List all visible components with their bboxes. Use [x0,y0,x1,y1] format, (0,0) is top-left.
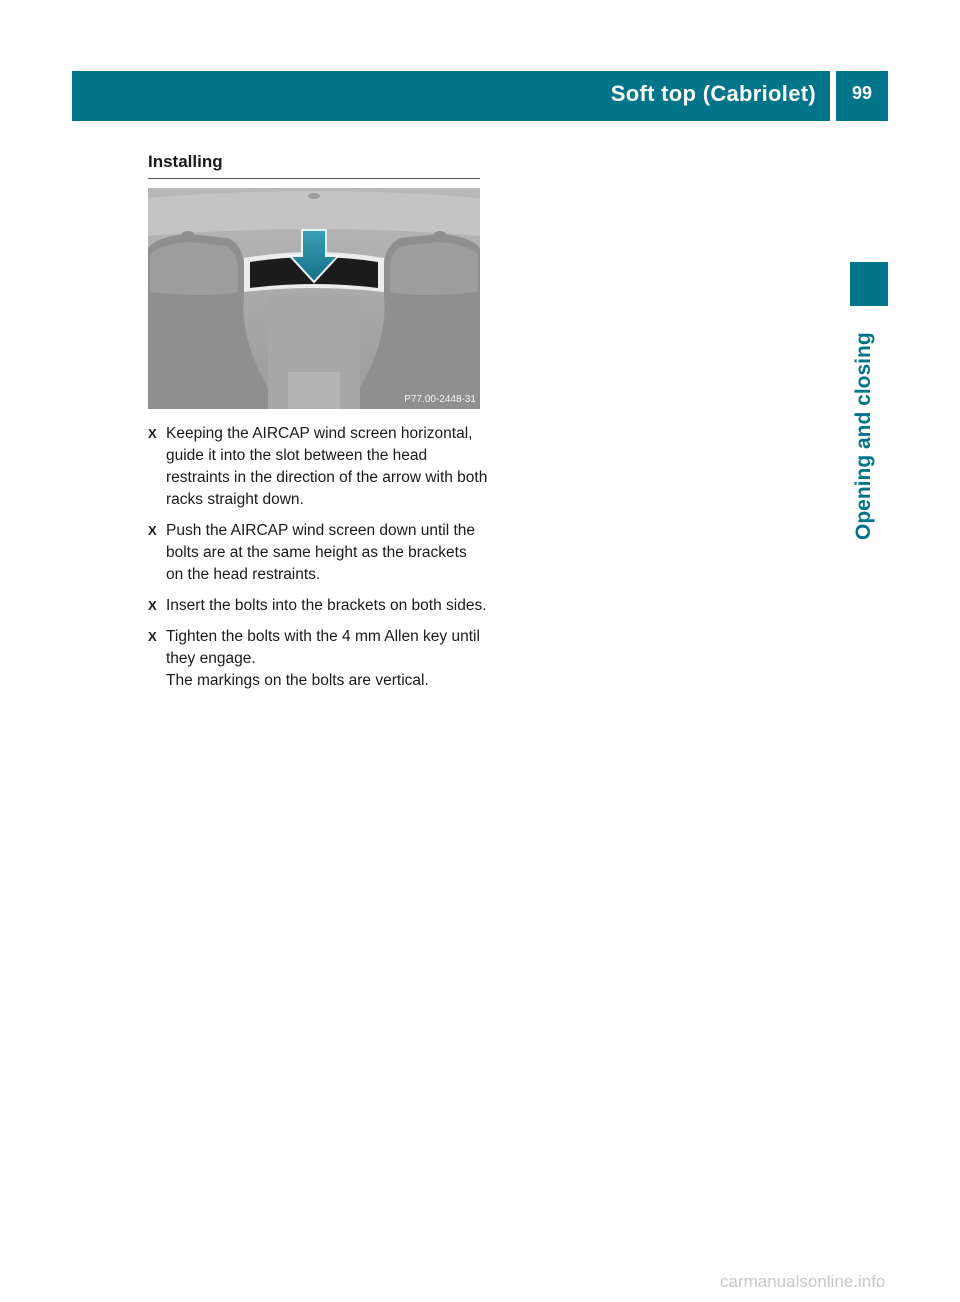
header-title: Soft top (Cabriolet) [610,81,816,106]
step-marker-icon: X [148,629,157,644]
instruction-step [148,423,488,511]
right-head-restraint [390,242,478,295]
watermark-text: carmanualsonline.info [720,1272,886,1291]
side-tab-label: Opening and closing [852,332,875,540]
instruction-step [148,520,488,586]
header-bar [72,71,830,121]
figure-photo [148,188,480,409]
step-marker-icon: X [148,426,157,441]
step-result-text: The markings on the bolts are vertical. [166,672,429,689]
instruction-step [148,595,488,617]
step-marker-icon: X [148,523,157,538]
step-text: Keeping the AIRCAP wind screen horizontal, guide it into the slot between the head restraints in the direction of the arrow with both racks straight down. [166,425,488,508]
step-marker-icon: X [148,598,157,613]
center-console [288,372,340,409]
instruction-steps [148,423,488,701]
page-number: 99 [851,83,873,103]
step-text: Insert the bolts into the brackets on both sides. [166,597,487,614]
page-number-box [836,71,888,121]
step-text: Push the AIRCAP wind screen down until the bolts are at the same height as the brackets on the head restraints. [166,522,476,583]
section-heading: Installing [148,152,223,171]
instruction-step [148,626,488,692]
step-text: Tighten the bolts with the 4 mm Allen key until they engage. [166,628,480,667]
heading-divider [148,178,480,179]
aircap-illustration [148,188,480,409]
left-head-restraint [150,242,238,295]
figure-code: P77.00-2448-31 [404,394,476,405]
